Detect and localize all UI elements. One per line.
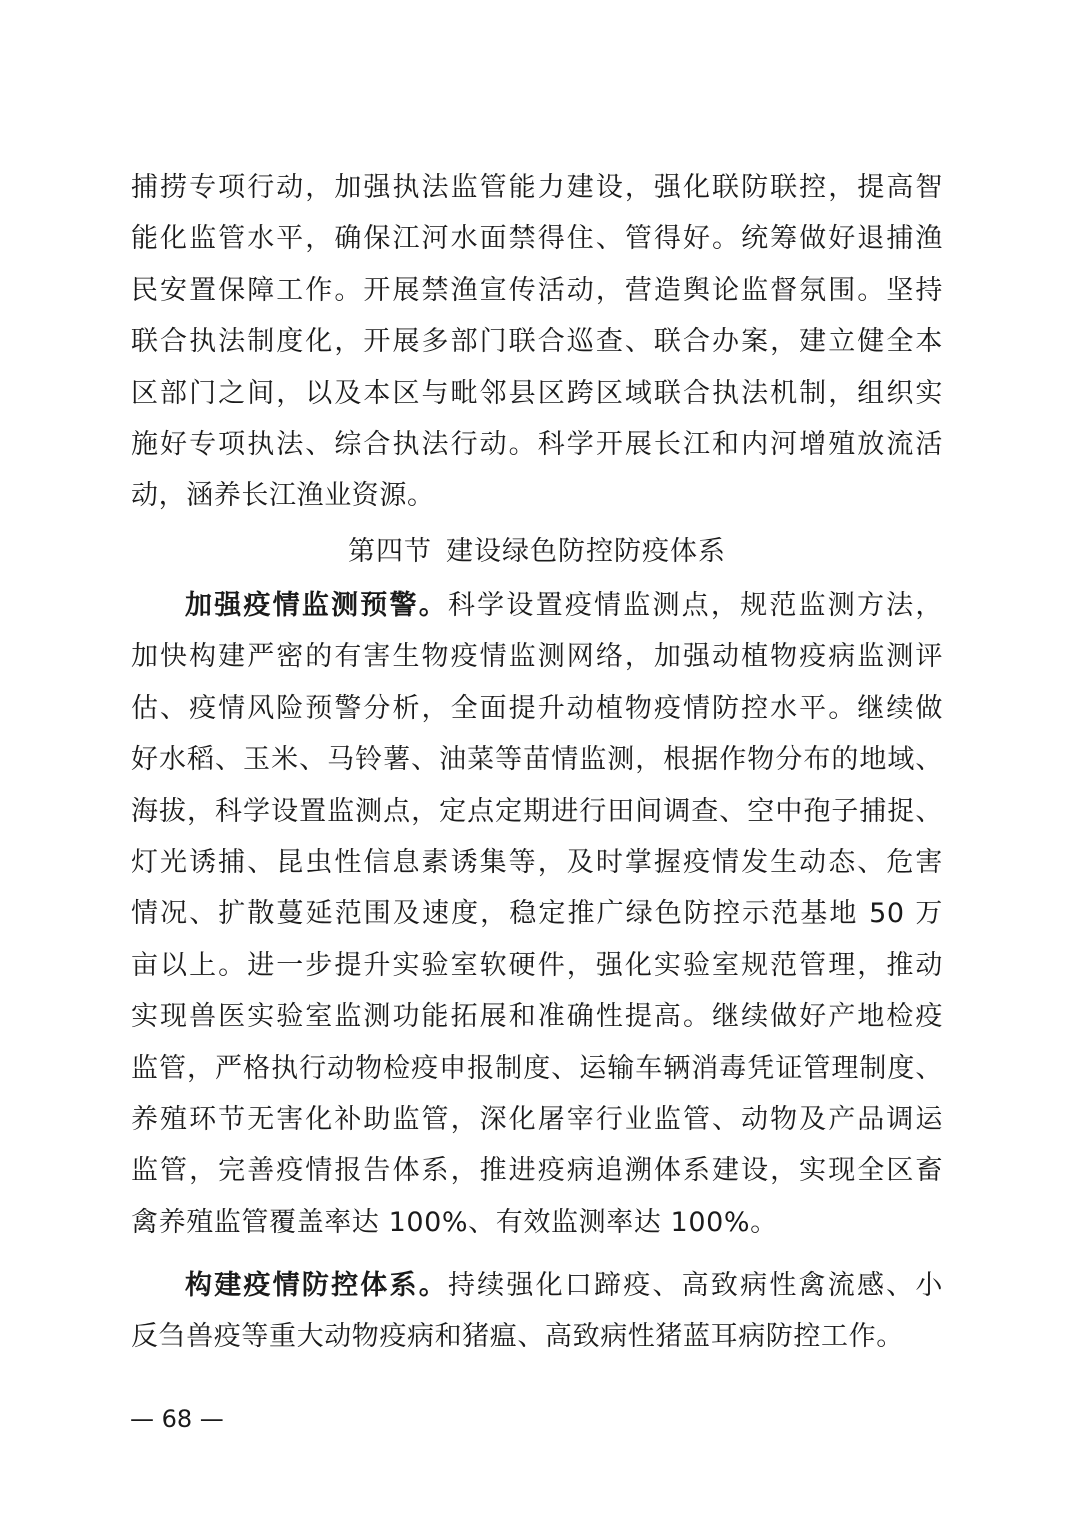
page-number: — 68 —	[130, 1405, 224, 1433]
paragraph-line-rest: 科学设置疫情监测点，规范监测方法，	[447, 590, 944, 621]
paragraph-line: 海拔，科学设置监测点，定点定期进行田间调查、空中孢子捕捉、	[131, 795, 943, 827]
paragraph-first-line	[131, 1260, 943, 1311]
paragraph-line: 施好专项执法、综合执法行动。科学开展长江和内河增殖放流活	[131, 429, 943, 461]
paragraph-first-line	[131, 580, 943, 631]
paragraph-line: 亩以上。进一步提升实验室软硬件，强化实验室规范管理，推动	[131, 949, 943, 981]
paragraph-line-rest: 持续强化口蹄疫、高致病性禽流感、小	[447, 1270, 944, 1301]
paragraph-epidemic-control	[131, 1260, 943, 1363]
paragraph-line: 养殖环节无害化补助监管，深化屠宰行业监管、动物及产品调运	[131, 1104, 943, 1136]
paragraph-line: 禽养殖监管覆盖率达 100%、有效监测率达 100%。	[131, 1206, 778, 1238]
paragraph-fishing-enforcement	[131, 162, 943, 522]
paragraph-epidemic-monitoring	[131, 580, 943, 1248]
section-heading	[0, 532, 1074, 572]
paragraph-line: 反刍兽疫等重大动物疫病和猪瘟、高致病性猪蓝耳病防控工作。	[131, 1321, 904, 1353]
section-number: 第四节	[348, 536, 432, 567]
paragraph-line: 实现兽医实验室监测功能拓展和准确性提高。继续做好产地检疫	[131, 1001, 943, 1033]
paragraph-line: 估、疫情风险预警分析，全面提升动植物疫情防控水平。继续做	[131, 692, 943, 724]
paragraph-line: 监管，严格执行动物检疫申报制度、运输车辆消毒凭证管理制度、	[131, 1052, 943, 1084]
paragraph-line: 区部门之间，以及本区与毗邻县区跨区域联合执法机制，组织实	[131, 377, 943, 409]
paragraph-line: 能化监管水平，确保江河水面禁得住、管得好。统筹做好退捕渔	[131, 223, 943, 255]
paragraph-line: 动，涵养长江渔业资源。	[131, 480, 435, 512]
section-title: 建设绿色防控防疫体系	[446, 536, 726, 567]
paragraph-line: 监管，完善疫情报告体系，推进疫病追溯体系建设，实现全区畜	[131, 1155, 943, 1187]
paragraph-line: 情况、扩散蔓延范围及速度，稳定推广绿色防控示范基地 50 万	[131, 898, 943, 930]
paragraph-line: 捕捞专项行动，加强执法监管能力建设，强化联防联控，提高智	[131, 172, 943, 203]
paragraph-lead: 加强疫情监测预警。	[185, 590, 448, 621]
paragraph-lead: 构建疫情防控体系。	[185, 1270, 448, 1301]
paragraph-line: 灯光诱捕、昆虫性信息素诱集等，及时掌握疫情发生动态、危害	[131, 847, 943, 879]
paragraph-line: 好水稻、玉米、马铃薯、油菜等苗情监测，根据作物分布的地域、	[131, 744, 943, 776]
paragraph-line: 加快构建严密的有害生物疫情监测网络，加强动植物疫病监测评	[131, 641, 943, 673]
paragraph-line: 联合执法制度化，开展多部门联合巡查、联合办案，建立健全本	[131, 326, 943, 358]
paragraph-line: 民安置保障工作。开展禁渔宣传活动，营造舆论监督氛围。坚持	[131, 274, 943, 306]
